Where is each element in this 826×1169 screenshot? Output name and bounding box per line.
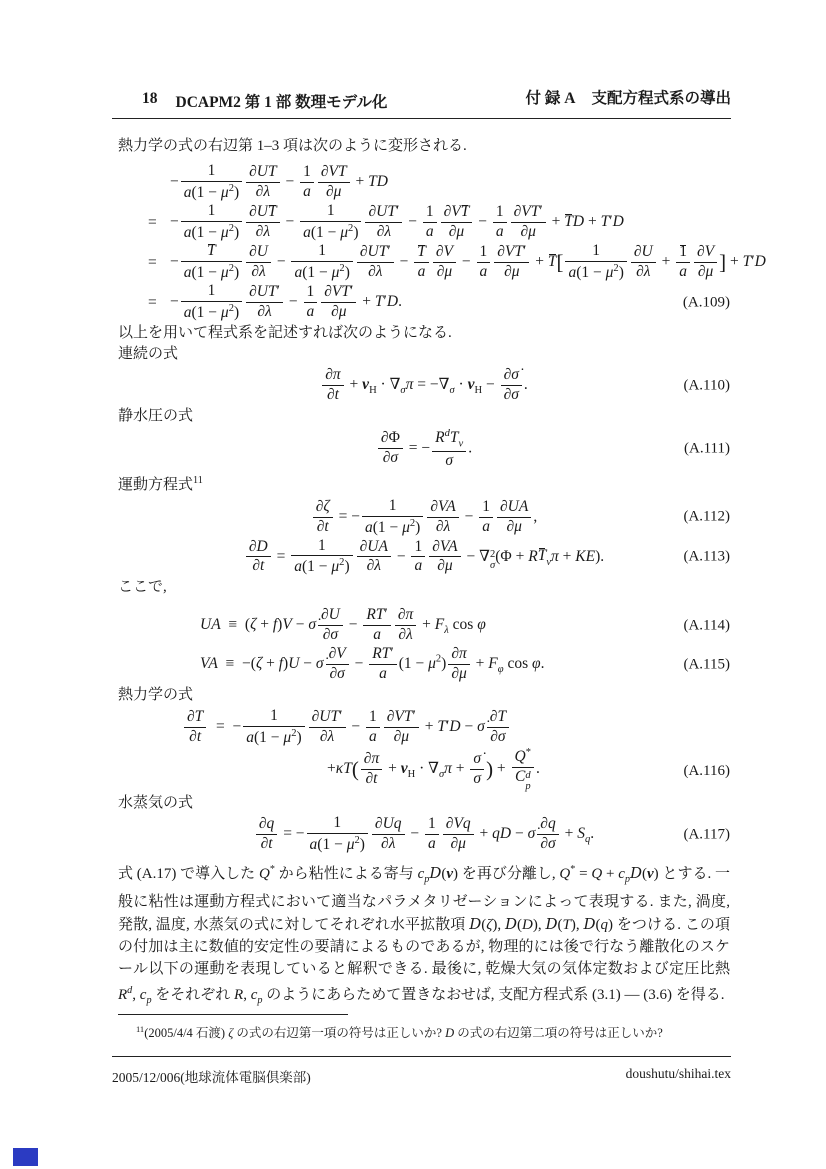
equation-a117 [118,815,730,854]
equation-a109-line3 [118,242,766,283]
label-thermo: 熱力学の式 [118,686,194,703]
equation-content: $\frac{\partial\pi}{\partial t}$ + $v_H \cdot \nabla_\sigma\pi = -\nabla_\sigma \cdot v_H$ − $\frac{\partial\sigmȧ}{\partial\sigma}$ . [320,367,528,403]
equation-number-a115: (A.115) [683,656,730,673]
footnote-text: $^{11}$(2005/4/4 石渡) ζ の式の右辺第一項の符号は正しいか? D の式の右辺第二項の符号は正しいか? [136,1024,663,1041]
equation-content: $\frac{\partial D}{\partial t}$ = $\frac{1}{a(1 - \mu^2)}$ $\frac{\partial UA}{\partial\lambda}$ − $\frac{1}{a}$ $\frac{\partial VA}{\partial\mu}$ − ∇ 2 σ $(\Phi + RT_v\pi + KE)$. [244,538,604,577]
equation-a109-line2 [118,203,730,243]
closing-paragraph: 式 (A.17) で導入した Q* から粘性による寄与 $c_pD(v)$ を再び分離し, $Q^* = Q + c_pD(v)$ とする. 一般に粘性は運動方程式において適当なパラメタリゼーションによって表現する. また, 渦度, 発散, 温度, 水蒸気の式に対してそれぞれ水平拡散項 D(ζ), D(D), D(T), D(q) をつける. この項の付加は主に数値的安定性の要請によるものであるが, 物理的には後で行なう離散化のスケール以下の運動を表現していると解釈できる. 最後に, 乾燥大気の気体定数および定圧比熱 $R^d$, $c_p$ をそれぞれ R, $c_p$ のようにあらためて置きなおせば, 支配方程式系 (3.1) — (3.6) を得る. [118,863,731,1006]
label-continuity: 連続の式 [118,346,179,362]
header-right [526,86,731,108]
label-here: ここで, [118,579,167,596]
transition-text: 以上を用いて程式系を記述すれば次のようになる. [118,324,452,341]
page-header [112,86,731,119]
equation-content: $\frac{\partial T}{\partial t}$ = − $\frac{1}{a(1 - \mu^2)}$ $\frac{\partial UT'}{\partial\lambda}$ − $\frac{1}{a}$ $\frac{\partial VT'}{\partial\mu}$ + T′D − σ̇ $\frac{\partial T}{\partial\sigma}$ [182,708,511,747]
equation-a110 [118,367,730,405]
equation-a109 [118,162,766,323]
header-left [142,90,387,112]
equation-a109-line1 [118,163,730,203]
equation-content: UA ≡ (ζ + f)V − σ̇ $\frac{\partial U}{\partial\sigma}$ − $\frac{RT'}{a}$ $\frac{\partial\pi}{\partial\lambda}$ + $F_\lambda$ cos φ [200,606,486,644]
equation-content: $\frac{\partial q}{\partial t}$ = − $\frac{1}{a(1 - \mu^2)}$ $\frac{\partial Uq}{\partial\lambda}$ − $\frac{1}{a}$ $\frac{\partial Vq}{\partial\mu}$ + qD − σ̇ $\frac{\partial q}{\partial\sigma}$ + $S_q$. [254,815,594,854]
header-left-title: DCAPM2 第 1 部 数理モデル化 [175,94,388,111]
equation-number-a114: (A.114) [683,617,730,634]
equation-content: $\frac{\partial\zeta}{\partial t}$ = − $\frac{1}{a(1 - \mu^2)}$ $\frac{\partial VA}{\partial\lambda}$ − $\frac{1}{a}$ $\frac{\partial UA}{\partial\mu}$ , [311,498,537,537]
equation-content: VA ≡ −(ζ + f)U − σ̇ $\frac{\partial V}{\partial\sigma}$ − $\frac{RT'}{a}$ $(1 - \mu^2)$ $\frac{\partial\pi}{\partial\mu}$ + $F_\varphi$ cos φ. [200,645,545,683]
equation-a116-line2 [118,747,730,792]
equation-content: +κT( $\frac{\partial\pi}{\partial t}$ + $v_H \cdot \nabla_\sigma\pi$ + $\frac{\sigmȧ}{\sigma}$ ) + Q* C d p . [327,747,540,792]
page-body [118,136,766,1012]
equation-a109-line4 [118,283,730,323]
footnote [118,1014,730,1042]
footer-right-text: doushutu/shihai.tex [625,1066,731,1081]
equation-content: − $\frac{T}{a(1 - \mu^2)}$ $\frac{\partial U}{\partial\lambda}$ − $\frac{1}{a(1 - \mu^2)}$ $\frac{\partial UT'}{\partial\lambda}$ − $\frac{T}{a}$ $\frac{\partial V}{\partial\mu}$ − $\frac{1}{a}$ $\frac{\partial VT'}{\partial\mu}$ + T[ $\frac{1}{a(1 - \mu^2)}$ $\frac{\partial U}{\partial\lambda}$ + $\frac{1}{a}$ $\frac{\partial V}{\partial\mu}$ ] + T′D [170,242,766,282]
equation-sign: = [148,293,157,311]
equation-number-a116: (A.116) [683,762,730,779]
equation-a114 [118,607,730,645]
equation-a115 [118,646,730,684]
label-motion: 運動方程式$^{11}$ [118,475,203,494]
equation-number-a109: (A.109) [682,294,730,310]
intro-text: 熱力学の式の右辺第 1–3 項は次のように変形される. [118,138,467,154]
corner-marker [13,1148,38,1166]
equation-a111 [118,428,730,469]
equation-content: − $\frac{1}{a(1 - \mu^2)}$ $\frac{\partial UT}{\partial\lambda}$ − $\frac{1}{a(1 - \mu^2)}$ $\frac{\partial UT'}{\partial\lambda}$ − $\frac{1}{a}$ $\frac{\partial VT}{\partial\mu}$ − $\frac{1}{a}$ $\frac{\partial VT'}{\partial\mu}$ + TD + T′D [170,202,624,242]
header-appendix-label: 付 録 A [525,90,576,107]
equation-sign: = [148,213,157,231]
equation-number-a111: (A.111) [684,440,730,457]
equation-a112 [118,498,730,537]
footer-left-text: 2005/12/006(地球流体電脳倶楽部) [112,1070,311,1085]
equation-number-a110: (A.110) [683,377,730,393]
equation-sign: = [148,253,157,271]
equation-number-a113: (A.113) [683,548,730,565]
equation-content: − $\frac{1}{a(1 - \mu^2)}$ $\frac{\partial UT}{\partial\lambda}$ − $\frac{1}{a}$ $\frac{\partial VT}{\partial\mu}$ + TD [170,162,388,202]
equation-content: $\frac{\partial\Phi}{\partial\sigma}$ = − $R^dT_v$ σ . [376,428,472,469]
label-vapor: 水蒸気の式 [118,794,194,811]
equation-a116 [118,707,730,792]
page-number: 18 [142,90,158,107]
label-hydrostatic: 静水圧の式 [118,407,194,424]
equation-content: − $\frac{1}{a(1 - \mu^2)}$ $\frac{\partial UT'}{\partial\lambda}$ − $\frac{1}{a}$ $\frac{\partial VT'}{\partial\mu}$ + T′D. [170,282,402,322]
equation-number-a112: (A.112) [683,508,730,525]
footnote-rule [118,1014,348,1015]
header-right-title: 支配方程式系の導出 [591,90,731,107]
equation-number-a117: (A.117) [683,826,730,843]
page-footer [112,1056,731,1086]
equation-a116-line1 [118,707,730,747]
equation-a113 [118,538,730,577]
